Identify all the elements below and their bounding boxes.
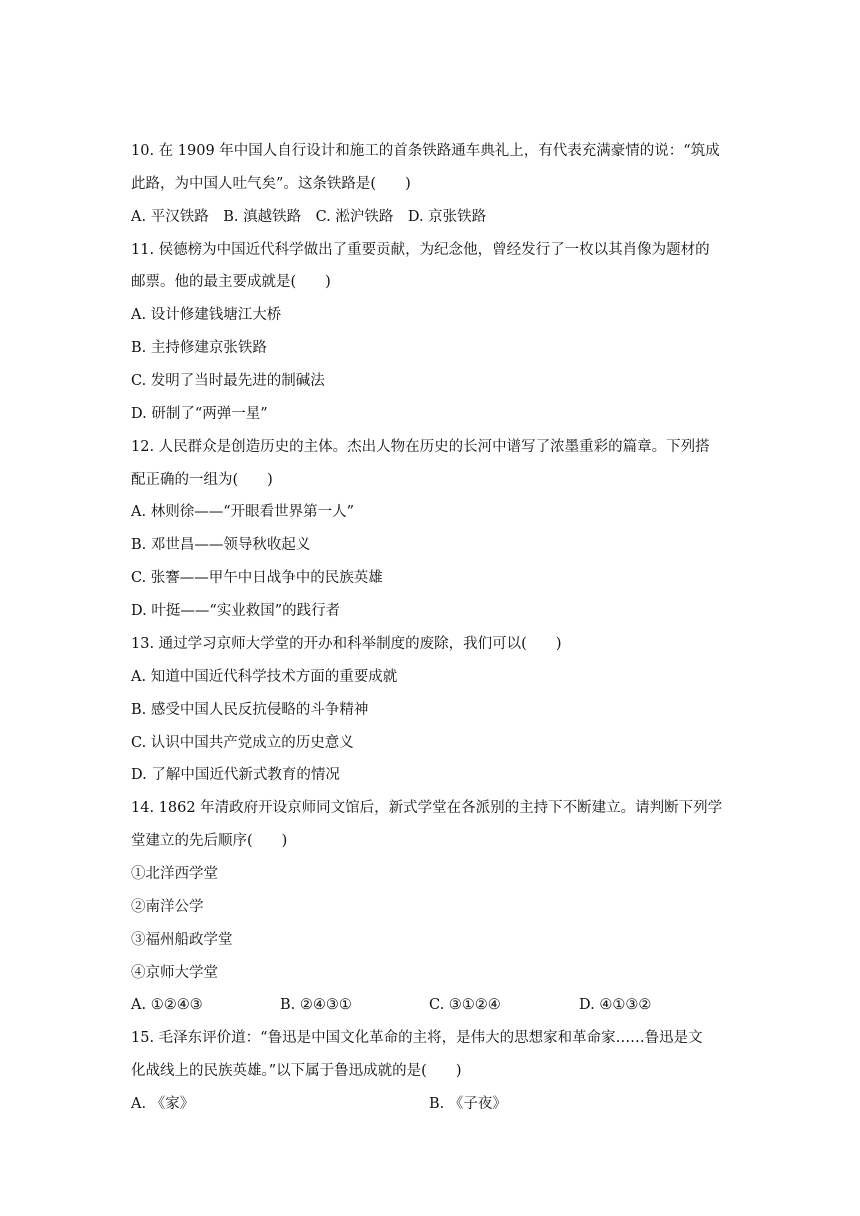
question-14-option-a: A. ①②④③ [131,997,203,1013]
question-15-stem-continued: 化战线上的民族英雄。”以下属于鲁迅成就的是( ) [131,1063,462,1079]
question-12-stem-continued: 配正确的一组为( ) [131,472,273,488]
question-14-item-2: ②南洋公学 [131,899,204,915]
question-14-item-4: ④京师大学堂 [131,965,218,981]
question-13-option-d: D. 了解中国近代新式教育的情况 [131,767,340,783]
question-10-stem-continued: 此路，为中国人吐气矣”。这条铁路是( ) [131,176,411,192]
question-14-item-1: ①北洋西学堂 [131,866,218,882]
question-12-stem: 12. 人民群众是创造历史的主体。杰出人物在历史的长河中谱写了浓墨重彩的篇章。下列搭 [131,439,710,455]
question-13-stem: 13. 通过学习京师大学堂的开办和科举制度的废除，我们可以( ) [131,636,562,652]
question-15-stem: 15. 毛泽东评价道：“鲁迅是中国文化革命的主将，是伟大的思想家和革命家……鲁迅是文 [131,1030,703,1046]
question-13-option-c: C. 认识中国共产党成立的历史意义 [131,735,354,751]
question-11-option-a: A. 设计修建钱塘江大桥 [131,307,282,323]
question-11-stem-continued: 邮票。他的最主要成就是( ) [131,274,331,290]
question-11-stem: 11. 侯德榜为中国近代科学做出了重要贡献，为纪念他，曾经发行了一枚以其肖像为题材的 [131,242,710,258]
question-11-option-b: B. 主持修建京张铁路 [131,340,267,356]
question-11-option-d: D. 研制了“两弹一星” [131,406,268,422]
question-14-option-c: C. ③①②④ [429,997,501,1013]
question-15-options-row [131,1094,691,1114]
question-14-options-row [131,995,691,1015]
question-10-options: A. 平汉铁路 B. 滇越铁路 C. 淞沪铁路 D. 京张铁路 [131,209,487,225]
question-14-option-d: D. ④①③② [579,997,652,1013]
question-13-option-b: B. 感受中国人民反抗侵略的斗争精神 [131,702,369,718]
question-12-option-a: A. 林则徐——“开眼看世界第一人” [131,504,355,520]
question-14-stem-continued: 堂建立的先后顺序( ) [131,833,288,849]
question-11-option-c: C. 发明了当时最先进的制碱法 [131,373,325,389]
question-14-stem: 14. 1862 年清政府开设京师同文馆后，新式学堂在各派别的主持下不断建立。请判断下列学 [131,800,723,816]
question-12-option-d: D. 叶挺——“实业救国”的践行者 [131,603,341,619]
question-12-option-b: B. 邓世昌——领导秋收起义 [131,537,311,553]
question-14-option-b: B. ②④③① [280,997,352,1013]
question-10-stem: 10. 在 1909 年中国人自行设计和施工的首条铁路通车典礼上，有代表充满豪情的说：“筑成 [131,143,720,159]
question-14-item-3: ③福州船政学堂 [131,932,233,948]
question-13-option-a: A. 知道中国近代科学技术方面的重要成就 [131,669,398,685]
question-15-option-a: A. 《家》 [131,1096,195,1112]
question-15-option-b: B. 《子夜》 [429,1096,507,1112]
question-12-option-c: C. 张謇——甲午中日战争中的民族英雄 [131,570,383,586]
